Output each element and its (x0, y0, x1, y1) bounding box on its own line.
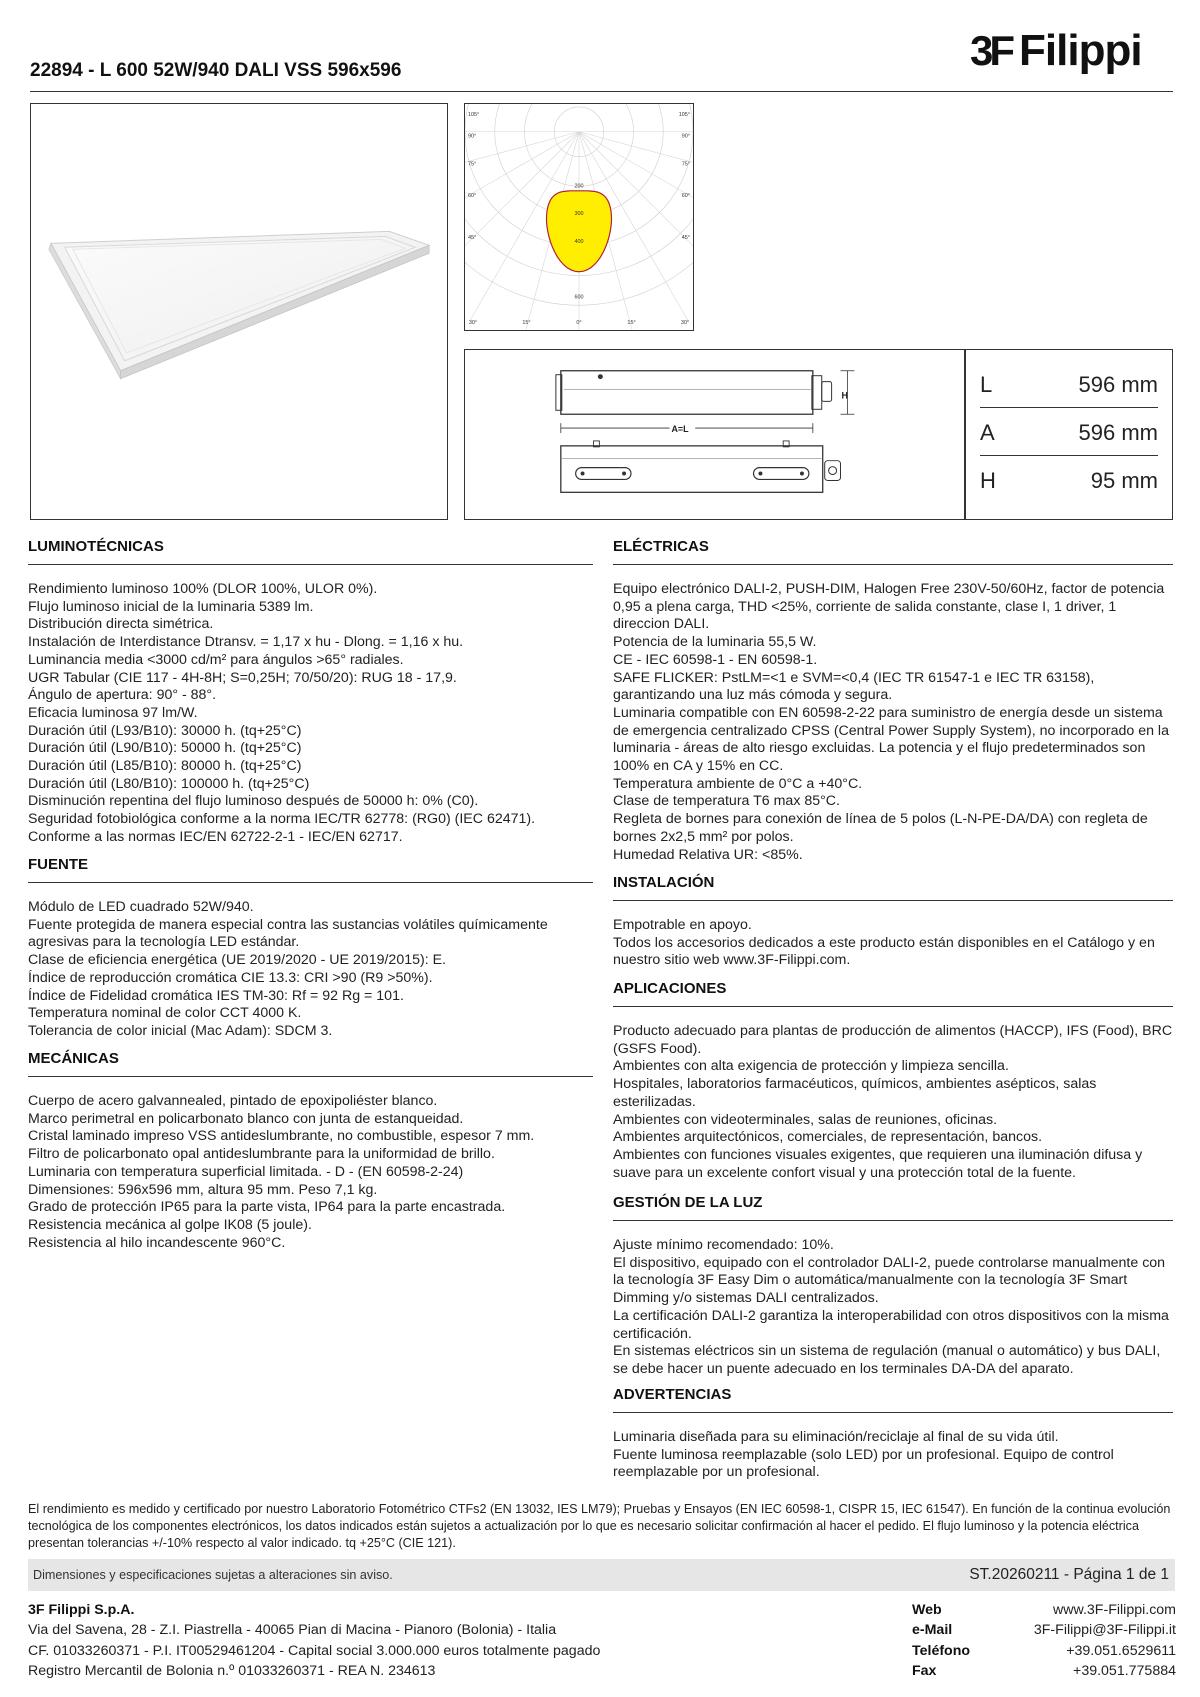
spec-line: Ambientes con videoterminales, salas de reuniones, oficinas. (613, 1111, 998, 1128)
polar-angle-label: 45° (681, 234, 691, 241)
polar-value-label: 400 (574, 238, 584, 245)
contact-info (912, 1600, 1176, 1682)
dimension-row-a (980, 410, 1158, 456)
spec-line: Eficacia luminosa 97 lm/W. (28, 704, 198, 721)
spec-line: Potencia de la luminaria 55,5 W. (613, 634, 817, 651)
section-title: ELÉCTRICAS (613, 538, 709, 555)
section-title: INSTALACIÓN (613, 874, 715, 891)
contact-label: Fax (912, 1663, 937, 1680)
spec-line: Equipo electrónico DALI-2, PUSH-DIM, Halogen Free 230V-50/60Hz, factor de potencia 0,95 a plena carga, THD <25%, corriente de salida constante, clase I, 1 driver, 1 direccion DALI. (613, 581, 1165, 633)
spec-line: Fuente protegida de manera especial contra las sustancias volátiles químicamente agresivas para la tecnología LED estándar. (28, 916, 548, 951)
polar-angle-label: 0° (576, 320, 582, 327)
spec-line: Resistencia al hilo incandescente 960°C. (28, 1234, 286, 1251)
spec-line: Regleta de bornes para conexión de línea de 5 polos (L-N-PE-DA/DA) con regleta de bornes 2x2,5 mm² por polos. (613, 811, 1148, 845)
spec-line: Resistencia mecánica al golpe IK08 (5 joule). (28, 1216, 312, 1233)
section-body (28, 1093, 593, 1252)
polar-value-label: 200 (574, 183, 584, 190)
company-info (28, 1600, 748, 1682)
dimension-drawing (464, 349, 965, 520)
section-body (613, 917, 1173, 970)
polar-angle-label: 105° (678, 111, 691, 118)
contact-label: Web (912, 1602, 942, 1618)
spec-line: Luminaria con temperatura superficial limitada. - D - (EN 60598-2-24) (28, 1163, 464, 1180)
light-distribution-curve (546, 191, 611, 272)
section-divider (613, 1412, 1173, 1413)
spec-line: Luminaria diseñada para su eliminación/reciclaje al final de su vida útil. (613, 1429, 1059, 1445)
section-body (613, 1429, 1173, 1482)
spec-line: Producto adecuado para plantas de producción de alimentos (HACCP), IFS (Food), BRC (GSFS Food). (613, 1023, 1173, 1057)
polar-light-distribution-icon (465, 104, 693, 330)
spec-line: Ambientes con funciones visuales exigentes, que requieren una iluminación difusa y suave para un excelente confort visual y una protección total de la fuente. (613, 1146, 1143, 1181)
spec-line: Fuente luminosa reemplazable (solo LED) por un profesional. Equipo de control reemplazable por un profesional. (613, 1446, 1114, 1481)
spec-line: Instalación de Interdistance Dtransv. = 1,17 x hu - Dlong. = 1,16 x hu. (28, 634, 464, 651)
footer-bar (28, 1559, 1175, 1591)
spec-line: Índice de reproducción cromática CIE 13.3: CRI >90 (R9 >50%). (28, 969, 433, 986)
led-panel-photo (31, 104, 447, 519)
contact-phone (912, 1641, 1176, 1661)
dimension-value: 95 mm (1090, 468, 1158, 493)
spec-line: SAFE FLICKER: PstLM=<1 e SVM=<0,4 (IEC TR 61547-1 e IEC TR 63158), garantizando una luz más cómoda y segura. (613, 669, 1095, 704)
polar-diagram (464, 103, 694, 331)
polar-value-label: 300 (574, 211, 584, 218)
spec-line: Disminución repentina del flujo luminoso después de 50000 h: 0% (C0). (28, 793, 479, 810)
spec-line: Todos los accesorios dedicados a este producto están disponibles en el Catálogo y en nuestro sitio web www.3F-Filippi.com. (613, 934, 1155, 969)
header-divider (30, 91, 1173, 92)
spec-line: Luminaria compatible con EN 60598-2-22 para suministro de energía desde un sistema de emergencia centralizado CPSS (Central Power Supply System), no incorporado en la luminaria - áreas de alto riesgo excluidas. La potencia y el flujo predeterminados son 100% en CA y 15% en CC. (613, 704, 1169, 775)
spec-line: Duración útil (L90/B10): 50000 h. (tq+25°C) (28, 740, 302, 757)
polar-angle-label: 90° (467, 133, 477, 140)
polar-value-label: 600 (574, 294, 584, 301)
spec-line: Temperatura ambiente de 0°C a +40°C. (613, 775, 863, 792)
spec-line: Ambientes arquitectónicos, comerciales, de representación, bancos. (613, 1129, 1043, 1146)
section-divider (28, 564, 593, 565)
polar-angle-label: 60° (681, 193, 691, 200)
spec-line: Marco perimetral en policarbonato blanco con junta de estanqueidad. (28, 1110, 464, 1127)
section-title: APLICACIONES (613, 980, 727, 997)
section-title: LUMINOTÉCNICAS (28, 538, 164, 555)
spec-line: Duración útil (L85/B10): 80000 h. (tq+25°C) (28, 758, 302, 775)
section-electricas (613, 536, 1173, 864)
spec-line: Dimensiones: 596x596 mm, altura 95 mm. Peso 7,1 kg. (28, 1181, 378, 1198)
section-title: FUENTE (28, 856, 88, 873)
phone-value: +39.051.6529611 (1066, 1642, 1176, 1659)
section-gestion-de-la-luz (613, 1192, 1173, 1379)
spec-line: Empotrable en apoyo. (613, 917, 752, 933)
spec-line: Ángulo de apertura: 90° - 88°. (28, 687, 217, 704)
section-body (28, 899, 593, 1041)
section-body (613, 1237, 1173, 1379)
spec-line: Hospitales, laboratorios farmacéuticos, químicos, ambientes asépticos, salas esterilizadas. (613, 1076, 1097, 1110)
spec-line: UGR Tabular (CIE 117 - 4H-8H; S=0,25H; 70/50/20): RUG 18 - 17,9. (28, 669, 457, 686)
company-address: Via del Savena, 28 - Z.I. Piastrella - 40065 Pian di Macina - Pianoro (Bolonia) - Italia (28, 1622, 557, 1639)
spec-line: La certificación DALI-2 garantiza la interoperabilidad con otros dispositivos con la misma certificación. (613, 1307, 1169, 1342)
product-title: 22894 - L 600 52W/940 DALI VSS 596x596 (30, 60, 402, 81)
section-body (28, 581, 593, 847)
section-title: GESTIÓN DE LA LUZ (613, 1194, 763, 1211)
spec-line: Duración útil (L80/B10): 100000 h. (tq+25°C) (28, 775, 310, 792)
section-aplicaciones (613, 978, 1173, 1182)
page-info: ST.20260211 - Página 1 de 1 (969, 1566, 1169, 1583)
contact-label: e-Mail (912, 1622, 953, 1639)
spec-line: Clase de temperatura T6 max 85°C. (613, 793, 840, 810)
section-title: ADVERTENCIAS (613, 1386, 732, 1403)
section-body (613, 1023, 1173, 1182)
company-fiscal: CF. 01033260371 - P.I. IT00529461204 - Capital social 3.000.000 euros totalmente pagado (28, 1642, 601, 1659)
polar-angle-label: 45° (467, 234, 477, 241)
section-divider (613, 564, 1173, 565)
polar-angle-label: 105° (467, 111, 480, 118)
spec-line: Ambientes con alta exigencia de protección y limpieza sencilla. (613, 1058, 1009, 1075)
website-link[interactable]: www.3F-Filippi.com (1053, 1602, 1176, 1618)
section-luminotecnicas (28, 536, 593, 847)
section-divider (613, 1006, 1173, 1007)
dimension-drawing-icon (465, 350, 964, 519)
section-advertencias (613, 1384, 1173, 1482)
spec-line: Temperatura nominal de color CCT 4000 K. (28, 1005, 302, 1022)
spec-line: Cristal laminado impreso VSS antideslumbrante, no combustible, espesor 7 mm. (28, 1128, 535, 1145)
spec-line: El dispositivo, equipado con el controlador DALI-2, puede controlarse manualmente con la tecnología 3F Easy Dim o automática/manualmente con la tecnología 3F Smart Dimming y/o sistemas DALI centralizados. (613, 1254, 1166, 1307)
label-al: A=L (671, 424, 689, 435)
disclaimer: Dimensiones y especificaciones sujetas a alteraciones sin aviso. (33, 1568, 393, 1582)
polar-angle-label: 15° (627, 320, 636, 327)
section-divider (28, 1076, 593, 1077)
dimension-label: H (980, 468, 996, 493)
dimension-label: A (980, 419, 995, 445)
spec-line: Seguridad fotobiológica conforme a la norma IEC/TR 62778: (RG0) (IEC 62471). (28, 811, 536, 828)
dimension-row-l (980, 362, 1158, 408)
section-fuente (28, 854, 593, 1041)
dimension-value: 596 mm (1078, 371, 1158, 397)
performance-footnote: El rendimiento es medido y certificado por nuestro Laboratorio Fotométrico CTFs2 (EN 13032, IES LM79); Pruebas y Ensayos (EN IEC 60598-1, CISPR 15, IEC 61547). En función de la continua evolución tecnológica de los componentes electrónicos, los datos indicados están sujetos a actualización por lo que es necesario solicitar confirmación al hacer el pedido. El flujo luminoso y la potencia eléctrica presentan tolerancias +/-10% respecto al valor indicado. tq +25°C (CIE 121). (28, 1502, 1171, 1551)
spec-line: Distribución directa simétrica. (28, 616, 214, 633)
company-logo (970, 26, 1142, 76)
contact-email (912, 1620, 1176, 1640)
contact-fax (912, 1661, 1176, 1681)
section-divider (28, 882, 593, 883)
spec-line: Índice de Fidelidad cromática IES TM-30: Rf = 92 Rg = 101. (28, 987, 404, 1004)
polar-angle-label: 15° (522, 320, 531, 327)
logo-mark: 3F (970, 27, 1012, 74)
spec-line: Luminancia media <3000 cd/m² para ángulos >65° radiales. (28, 651, 404, 668)
spec-line: Clase de eficiencia energética (UE 2019/2020 - UE 2019/2015): E. (28, 952, 446, 969)
fax-value: +39.051.775884 (1073, 1663, 1176, 1680)
section-divider (613, 1220, 1173, 1221)
section-divider (613, 900, 1173, 901)
spec-line: Flujo luminoso inicial de la luminaria 5389 lm. (28, 598, 314, 615)
spec-line: Ajuste mínimo recomendado: 10%. (613, 1237, 834, 1253)
spec-line: Filtro de policarbonato opal antideslumbrante para la uniformidad de brillo. (28, 1146, 495, 1163)
dimensions-table (965, 349, 1173, 520)
section-body (613, 581, 1173, 864)
product-photo (30, 103, 448, 520)
dimension-label: L (980, 371, 993, 397)
dimension-row-h (980, 458, 1158, 504)
polar-angle-label: 30° (468, 320, 478, 327)
section-mecanicas (28, 1048, 593, 1252)
spec-line: Tolerancia de color inicial (Mac Adam): SDCM 3. (28, 1022, 333, 1039)
polar-angle-label: 30° (680, 320, 690, 327)
spec-line: CE - IEC 60598-1 - EN 60598-1. (613, 651, 818, 668)
label-h: H (841, 390, 848, 401)
spec-line: Duración útil (L93/B10): 30000 h. (tq+25°C) (28, 722, 302, 739)
spec-line: Cuerpo de acero galvannealed, pintado de epoxipoliéster blanco. (28, 1093, 438, 1109)
spec-line: Rendimiento luminoso 100% (DLOR 100%, ULOR 0%). (28, 581, 378, 597)
section-title: MECÁNICAS (28, 1050, 119, 1067)
spec-line: Humedad Relativa UR: <85%. (613, 846, 803, 863)
polar-angle-label: 60° (467, 193, 477, 200)
contact-label: Teléfono (912, 1642, 971, 1659)
polar-angle-label: 75° (467, 161, 477, 168)
section-instalacion (613, 872, 1173, 970)
company-registry: Registro Mercantil de Bolonia n.º 01033260371 - REA N. 234613 (28, 1663, 436, 1680)
spec-line: Grado de protección IP65 para la parte vista, IP64 para la parte encastrada. (28, 1199, 506, 1216)
spec-line: En sistemas eléctricos sin un sistema de regulación (manual o automático) y bus DALI, se debe hacer un puente adecuado en los terminales DA-DA del aparato. (613, 1343, 1161, 1377)
logo-name: Filippi (1019, 26, 1142, 75)
dimension-value: 596 mm (1078, 419, 1158, 445)
spec-line: Módulo de LED cuadrado 52W/940. (28, 899, 254, 915)
contact-web (912, 1600, 1176, 1620)
polar-angle-label: 75° (681, 161, 691, 168)
spec-line: Conforme a las normas IEC/EN 62722-2-1 - IEC/EN 62717. (28, 828, 403, 845)
email-link[interactable]: 3F-Filippi@3F-Filippi.it (1033, 1622, 1176, 1639)
polar-angle-label: 90° (681, 133, 691, 140)
company-name: 3F Filippi S.p.A. (28, 1602, 135, 1618)
